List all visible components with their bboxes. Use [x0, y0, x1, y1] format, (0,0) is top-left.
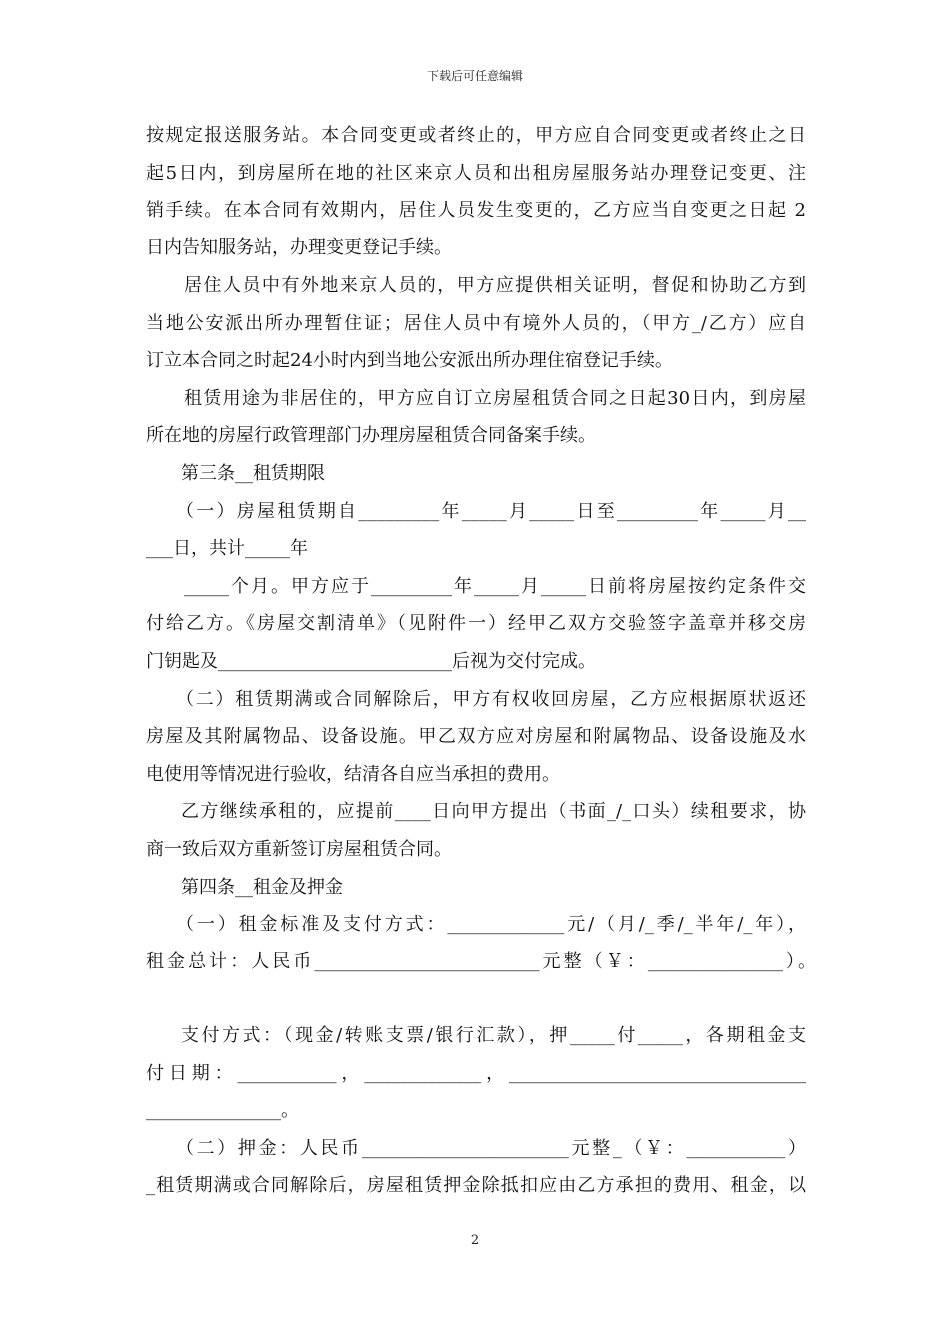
- section-heading: 第四条__租金及押金: [181, 877, 343, 898]
- text-line: （一）租金标准及支付方式：_____________元/（月/_季/_半年/_年），: [176, 914, 806, 935]
- text-line: ___日，共计_____年: [146, 538, 308, 559]
- page-header: 下载后可任意编辑: [426, 69, 523, 83]
- text-line: 租金总计：人民币_________________________元整（￥：_______________）。: [146, 951, 816, 972]
- text-line: 日内告知服务站，办理变更登记手续。: [146, 237, 452, 258]
- text-line: 乙方继续承租的，应提前____日向甲方提出（书面_/_口头）续租要求，协: [181, 801, 806, 822]
- text-line: （一）房屋租赁期自_________年_____月_____日至_________年_____月__: [176, 501, 806, 522]
- text-line: 付给乙方。《房屋交割清单》（见附件一）经甲乙双方交验签字盖章并移交房: [146, 613, 806, 634]
- text-line: 销手续。在本合同有效期内，居住人员发生变更的，乙方应当自变更之日起 2: [146, 200, 806, 221]
- text-line: 门钥匙及__________________________后视为交付完成。: [146, 651, 596, 672]
- text-line: 电使用等情况进行验收，结清各自应当承担的费用。: [146, 764, 560, 785]
- text-line: 当地公安派出所办理暂住证；居住人员中有境外人员的，（甲方_/乙方）应自: [146, 313, 806, 334]
- text-line: _____个月。甲方应于_________年_____月_____日前将房屋按约定条件交: [184, 576, 806, 597]
- text-line: 房屋及其附属物品、设备设施。甲乙双方应对房屋和附属物品、设备设施及水: [146, 726, 806, 747]
- text-line: _租赁期满或合同解除后，房屋租赁押金除抵扣应由乙方承担的费用、租金，以: [146, 1175, 806, 1196]
- text-line: 租赁用途为非居住的，甲方应自订立房屋租赁合同之日起30日内，到房屋: [184, 388, 806, 409]
- text-line: 订立本合同之时起24小时内到当地公安派出所办理住宿登记手续。: [146, 350, 673, 371]
- text-line: 按规定报送服务站。本合同变更或者终止的，甲方应自合同变更或者终止之日: [146, 125, 806, 146]
- text-line: 居住人员中有外地来京人员的，甲方应提供相关证明，督促和协助乙方到: [184, 275, 806, 296]
- text-line: （二）押金：人民币_______________________元整_（￥：___________）: [176, 1138, 806, 1159]
- text-line: （二）租赁期满或合同解除后，甲方有权收回房屋，乙方应根据原状返还: [176, 689, 806, 710]
- text-line: _______________。: [146, 1100, 299, 1121]
- text-line: 支付方式：（现金/转账支票/银行汇款），押_____付_____，各期租金支: [181, 1025, 806, 1046]
- text-line: 商一致后双方重新签订房屋租赁合同。: [146, 839, 452, 860]
- section-heading: 第三条__租赁期限: [181, 463, 325, 484]
- page-number: 2: [470, 1233, 480, 1248]
- text-line: 付日期：___________，_____________，_________________________________: [146, 1063, 806, 1084]
- text-line: 起5日内，到房屋所在地的社区来京人员和出租房屋服务站办理登记变更、注: [146, 163, 806, 184]
- text-line: 所在地的房屋行政管理部门办理房屋租赁合同备案手续。: [146, 425, 596, 446]
